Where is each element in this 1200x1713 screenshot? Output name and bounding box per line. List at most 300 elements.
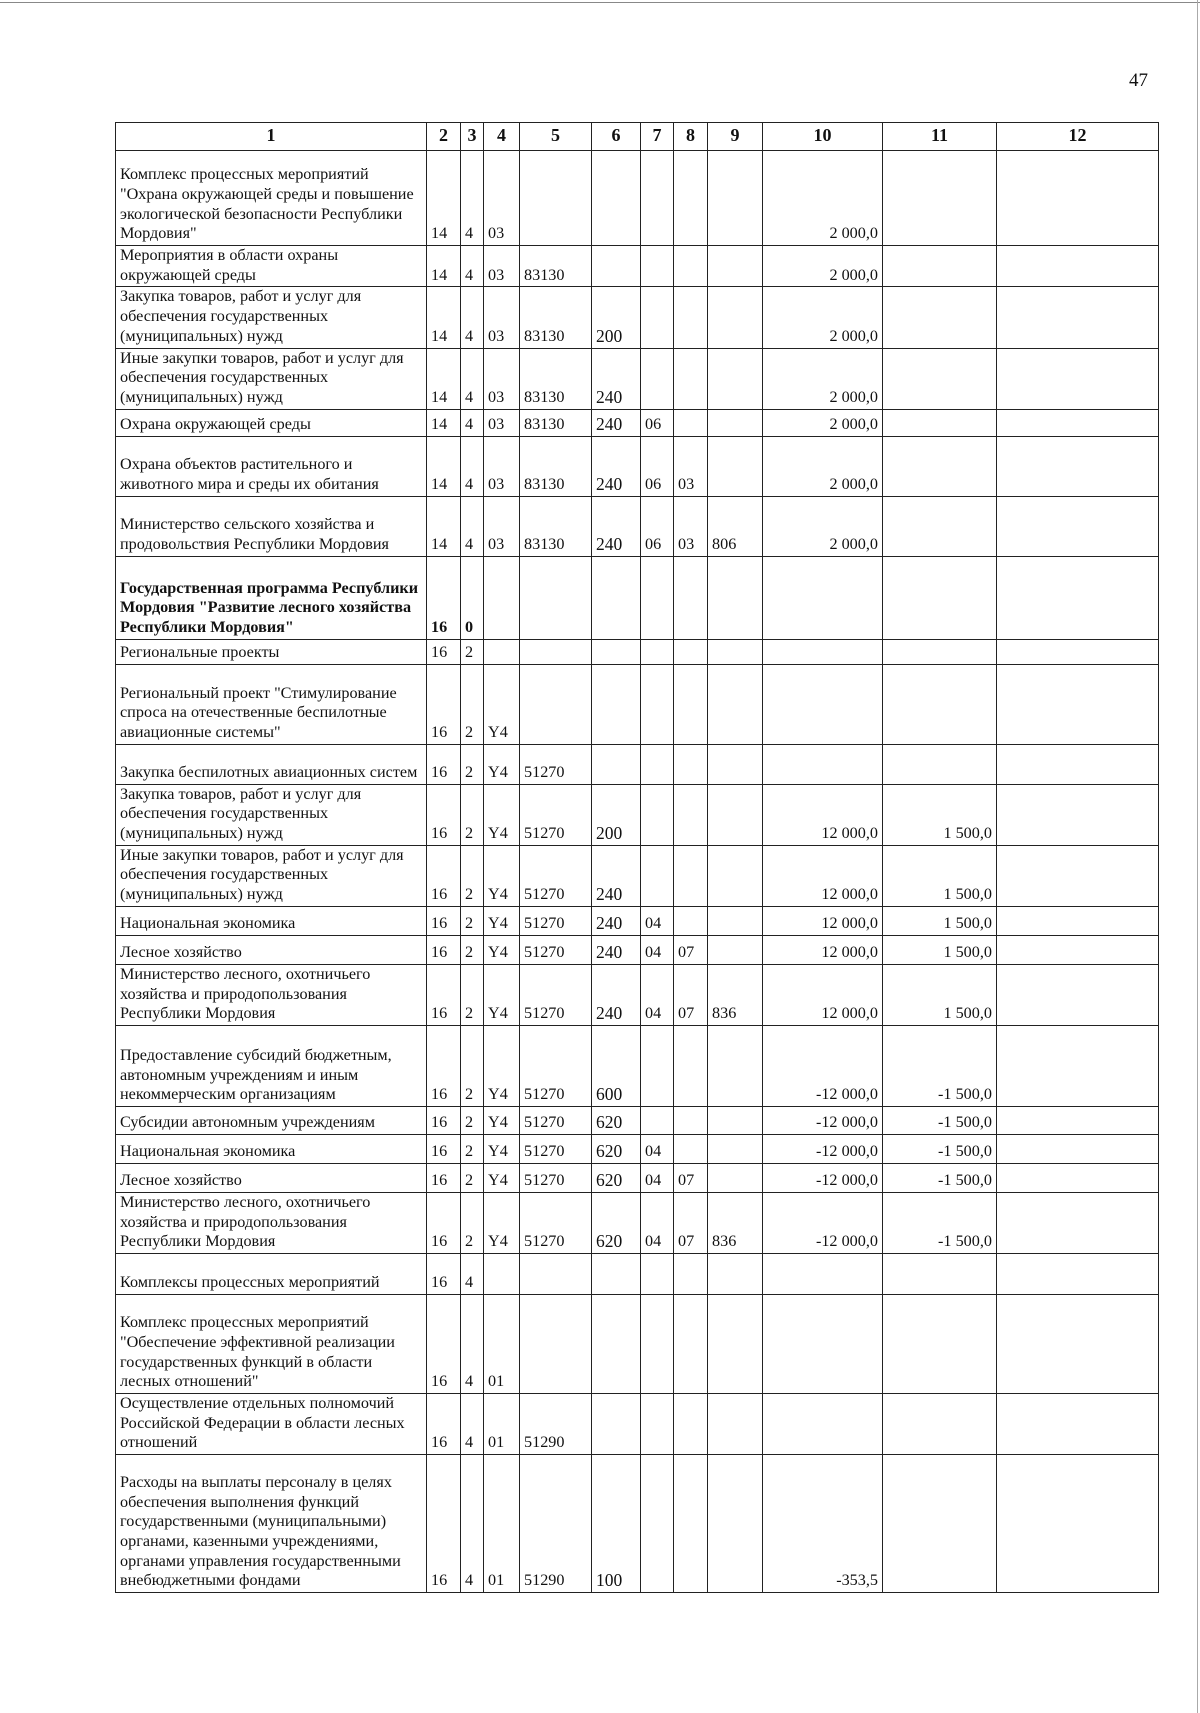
- cell-department: [708, 1394, 763, 1455]
- cell-section-code: 14: [427, 246, 461, 287]
- cell-department: [708, 1134, 763, 1163]
- cell-expense-type: [592, 664, 641, 744]
- cell-subsection: [674, 556, 708, 639]
- cell-department: [708, 639, 763, 664]
- cell-subprogram-code: Y4: [484, 906, 520, 935]
- cell-chapter: 04: [641, 1192, 674, 1253]
- table-row: [116, 436, 1159, 496]
- cell-amount-col-12: [997, 935, 1159, 964]
- cell-amount-col-12: [997, 664, 1159, 744]
- cell-amount-col-11: [883, 287, 997, 348]
- cell-subsection: 03: [674, 436, 708, 496]
- cell-department: [708, 1163, 763, 1192]
- cell-amount-col-12: [997, 906, 1159, 935]
- cell-amount-col-12: [997, 964, 1159, 1025]
- cell-amount-col-11: -1 500,0: [883, 1163, 997, 1192]
- cell-chapter: [641, 1106, 674, 1134]
- table-row: [116, 1394, 1159, 1455]
- table-row: [116, 1163, 1159, 1192]
- cell-expense-type: 620: [592, 1134, 641, 1163]
- cell-subprogram-code: Y4: [484, 664, 520, 744]
- cell-amount-col-10: 2 000,0: [763, 287, 883, 348]
- cell-amount-col-10: -12 000,0: [763, 1192, 883, 1253]
- cell-amount-col-12: [997, 496, 1159, 556]
- table-row: [116, 845, 1159, 906]
- cell-amount-col-10: [763, 1254, 883, 1295]
- cell-department: [708, 1025, 763, 1106]
- cell-subprogram-code: 03: [484, 409, 520, 436]
- cell-name: Мероприятия в области охраны окружающей среды: [116, 246, 427, 287]
- cell-section-code: 16: [427, 639, 461, 664]
- cell-target-code: 83130: [520, 246, 592, 287]
- cell-expense-type: 240: [592, 845, 641, 906]
- cell-chapter: [641, 151, 674, 246]
- cell-department: [708, 436, 763, 496]
- cell-amount-col-10: [763, 1295, 883, 1394]
- cell-expense-type: 620: [592, 1106, 641, 1134]
- cell-subsection: [674, 639, 708, 664]
- cell-amount-col-11: [883, 496, 997, 556]
- cell-subprogram-code: Y4: [484, 845, 520, 906]
- cell-name: Министерство лесного, охотничьего хозяйства и природопользования Республики Мордовия: [116, 1192, 427, 1253]
- cell-amount-col-10: [763, 639, 883, 664]
- cell-amount-col-11: 1 500,0: [883, 784, 997, 845]
- cell-amount-col-11: [883, 1394, 997, 1455]
- cell-subsection: 07: [674, 935, 708, 964]
- header-col-1: 1: [116, 123, 427, 151]
- cell-chapter: 04: [641, 1134, 674, 1163]
- cell-subsection: [674, 287, 708, 348]
- cell-department: [708, 151, 763, 246]
- cell-chapter: [641, 246, 674, 287]
- table-row: [116, 1455, 1159, 1593]
- cell-amount-col-11: -1 500,0: [883, 1192, 997, 1253]
- cell-name: Осуществление отдельных полномочий Российской Федерации в области лесных отношений: [116, 1394, 427, 1455]
- table-row: [116, 1025, 1159, 1106]
- cell-program-code: 2: [461, 845, 484, 906]
- table-row: [116, 1254, 1159, 1295]
- cell-subprogram-code: 01: [484, 1295, 520, 1394]
- header-col-2: 2: [427, 123, 461, 151]
- cell-amount-col-12: [997, 639, 1159, 664]
- cell-section-code: 16: [427, 1394, 461, 1455]
- cell-target-code: 51270: [520, 935, 592, 964]
- cell-subsection: [674, 151, 708, 246]
- cell-amount-col-11: -1 500,0: [883, 1134, 997, 1163]
- table-row: [116, 151, 1159, 246]
- cell-target-code: 51270: [520, 964, 592, 1025]
- header-row: [116, 123, 1159, 151]
- cell-amount-col-11: [883, 664, 997, 744]
- cell-subsection: [674, 1394, 708, 1455]
- cell-amount-col-12: [997, 1025, 1159, 1106]
- cell-expense-type: [592, 556, 641, 639]
- cell-amount-col-11: [883, 409, 997, 436]
- cell-amount-col-12: [997, 845, 1159, 906]
- cell-subprogram-code: 01: [484, 1455, 520, 1593]
- cell-subsection: 07: [674, 1163, 708, 1192]
- table-body: [116, 151, 1159, 1593]
- cell-target-code: 51290: [520, 1394, 592, 1455]
- cell-amount-col-12: [997, 1106, 1159, 1134]
- cell-subsection: [674, 1106, 708, 1134]
- cell-subprogram-code: [484, 556, 520, 639]
- cell-section-code: 16: [427, 1163, 461, 1192]
- cell-chapter: [641, 287, 674, 348]
- table-row: [116, 409, 1159, 436]
- cell-chapter: [641, 556, 674, 639]
- cell-expense-type: [592, 151, 641, 246]
- cell-subprogram-code: 03: [484, 496, 520, 556]
- cell-amount-col-12: [997, 1295, 1159, 1394]
- cell-section-code: 16: [427, 784, 461, 845]
- cell-amount-col-12: [997, 409, 1159, 436]
- cell-chapter: [641, 1455, 674, 1593]
- cell-subsection: [674, 744, 708, 784]
- cell-amount-col-11: [883, 246, 997, 287]
- cell-section-code: 16: [427, 1106, 461, 1134]
- cell-department: 836: [708, 964, 763, 1025]
- table-row: [116, 906, 1159, 935]
- cell-amount-col-10: 12 000,0: [763, 784, 883, 845]
- cell-section-code: 14: [427, 496, 461, 556]
- budget-table-container: [115, 122, 1158, 1593]
- cell-amount-col-11: [883, 151, 997, 246]
- cell-program-code: 2: [461, 1192, 484, 1253]
- cell-target-code: 51270: [520, 1134, 592, 1163]
- cell-amount-col-11: [883, 1254, 997, 1295]
- cell-program-code: 4: [461, 496, 484, 556]
- cell-target-code: 51270: [520, 906, 592, 935]
- cell-name: Расходы на выплаты персоналу в целях обеспечения выполнения функций государственными (муниципальными) органами, казенными учреждениями, органами управления государственными внебюджетными фондами: [116, 1455, 427, 1593]
- cell-name: Министерство сельского хозяйства и продовольствия Республики Мордовия: [116, 496, 427, 556]
- cell-program-code: 4: [461, 246, 484, 287]
- cell-department: [708, 246, 763, 287]
- table-row: [116, 964, 1159, 1025]
- cell-chapter: [641, 1025, 674, 1106]
- table-row: [116, 348, 1159, 409]
- cell-section-code: 14: [427, 436, 461, 496]
- cell-amount-col-12: [997, 246, 1159, 287]
- cell-name: Иные закупки товаров, работ и услуг для обеспечения государственных (муниципальных) нужд: [116, 348, 427, 409]
- cell-name: Закупка беспилотных авиационных систем: [116, 744, 427, 784]
- cell-expense-type: 240: [592, 348, 641, 409]
- cell-department: [708, 906, 763, 935]
- cell-program-code: 2: [461, 1025, 484, 1106]
- cell-target-code: 51290: [520, 1455, 592, 1593]
- cell-amount-col-11: 1 500,0: [883, 935, 997, 964]
- cell-department: [708, 664, 763, 744]
- cell-amount-col-11: 1 500,0: [883, 906, 997, 935]
- cell-amount-col-12: [997, 556, 1159, 639]
- scan-edge-right: [1197, 0, 1198, 1713]
- cell-amount-col-12: [997, 1163, 1159, 1192]
- cell-amount-col-12: [997, 1394, 1159, 1455]
- cell-chapter: 04: [641, 964, 674, 1025]
- cell-subprogram-code: Y4: [484, 744, 520, 784]
- cell-amount-col-10: -12 000,0: [763, 1163, 883, 1192]
- cell-name: Лесное хозяйство: [116, 1163, 427, 1192]
- cell-name: Региональные проекты: [116, 639, 427, 664]
- cell-expense-type: [592, 1295, 641, 1394]
- cell-subprogram-code: [484, 639, 520, 664]
- cell-expense-type: 200: [592, 287, 641, 348]
- cell-department: [708, 348, 763, 409]
- cell-subsection: [674, 348, 708, 409]
- cell-amount-col-10: 12 000,0: [763, 935, 883, 964]
- scan-edge-top: [0, 2, 1200, 3]
- cell-department: [708, 935, 763, 964]
- cell-amount-col-10: -12 000,0: [763, 1106, 883, 1134]
- cell-amount-col-11: 1 500,0: [883, 845, 997, 906]
- cell-subprogram-code: 01: [484, 1394, 520, 1455]
- cell-amount-col-10: 2 000,0: [763, 348, 883, 409]
- cell-amount-col-10: [763, 556, 883, 639]
- cell-expense-type: [592, 246, 641, 287]
- cell-amount-col-12: [997, 1455, 1159, 1593]
- cell-program-code: 2: [461, 935, 484, 964]
- cell-subsection: [674, 664, 708, 744]
- cell-program-code: 4: [461, 287, 484, 348]
- cell-name: Субсидии автономным учреждениям: [116, 1106, 427, 1134]
- cell-department: [708, 287, 763, 348]
- cell-amount-col-10: 12 000,0: [763, 964, 883, 1025]
- cell-name: Комплексы процессных мероприятий: [116, 1254, 427, 1295]
- cell-amount-col-12: [997, 287, 1159, 348]
- cell-subprogram-code: [484, 1254, 520, 1295]
- cell-amount-col-10: -12 000,0: [763, 1134, 883, 1163]
- cell-expense-type: 240: [592, 409, 641, 436]
- cell-amount-col-11: [883, 436, 997, 496]
- cell-chapter: 04: [641, 906, 674, 935]
- cell-section-code: 16: [427, 1295, 461, 1394]
- cell-department: 806: [708, 496, 763, 556]
- budget-table: [115, 122, 1159, 1593]
- cell-target-code: 51270: [520, 845, 592, 906]
- cell-expense-type: 240: [592, 906, 641, 935]
- cell-subsection: [674, 784, 708, 845]
- cell-amount-col-11: [883, 348, 997, 409]
- cell-program-code: 2: [461, 964, 484, 1025]
- cell-subsection: [674, 1295, 708, 1394]
- cell-program-code: 2: [461, 784, 484, 845]
- cell-section-code: 16: [427, 935, 461, 964]
- cell-target-code: 83130: [520, 287, 592, 348]
- cell-department: [708, 784, 763, 845]
- cell-subprogram-code: 03: [484, 348, 520, 409]
- cell-name: Предоставление субсидий бюджетным, автономным учреждениям и иным некоммерческим организациям: [116, 1025, 427, 1106]
- cell-target-code: [520, 1254, 592, 1295]
- cell-program-code: 4: [461, 348, 484, 409]
- cell-name: Закупка товаров, работ и услуг для обеспечения государственных (муниципальных) нужд: [116, 784, 427, 845]
- cell-amount-col-11: [883, 556, 997, 639]
- cell-expense-type: 620: [592, 1163, 641, 1192]
- cell-section-code: 16: [427, 964, 461, 1025]
- cell-section-code: 16: [427, 1192, 461, 1253]
- cell-expense-type: 240: [592, 496, 641, 556]
- cell-subsection: [674, 409, 708, 436]
- cell-name: Комплекс процессных мероприятий "Обеспечение эффективной реализации государственных функций в области лесных отношений": [116, 1295, 427, 1394]
- table-row: [116, 246, 1159, 287]
- cell-expense-type: [592, 1254, 641, 1295]
- cell-program-code: 4: [461, 409, 484, 436]
- cell-department: [708, 556, 763, 639]
- cell-section-code: 16: [427, 556, 461, 639]
- cell-program-code: 4: [461, 1254, 484, 1295]
- cell-expense-type: 600: [592, 1025, 641, 1106]
- cell-amount-col-10: [763, 744, 883, 784]
- cell-amount-col-10: -12 000,0: [763, 1025, 883, 1106]
- cell-name: Закупка товаров, работ и услуг для обеспечения государственных (муниципальных) нужд: [116, 287, 427, 348]
- cell-section-code: 16: [427, 906, 461, 935]
- cell-chapter: 04: [641, 1163, 674, 1192]
- cell-chapter: 06: [641, 409, 674, 436]
- cell-chapter: [641, 845, 674, 906]
- cell-target-code: 51270: [520, 1025, 592, 1106]
- cell-amount-col-10: 12 000,0: [763, 845, 883, 906]
- cell-chapter: [641, 1295, 674, 1394]
- cell-target-code: [520, 664, 592, 744]
- header-col-6: 6: [592, 123, 641, 151]
- cell-section-code: 16: [427, 664, 461, 744]
- cell-subprogram-code: 03: [484, 287, 520, 348]
- cell-target-code: 51270: [520, 744, 592, 784]
- cell-subprogram-code: Y4: [484, 1025, 520, 1106]
- cell-amount-col-10: -353,5: [763, 1455, 883, 1593]
- cell-amount-col-11: -1 500,0: [883, 1025, 997, 1106]
- cell-chapter: [641, 1394, 674, 1455]
- cell-department: [708, 744, 763, 784]
- cell-expense-type: 240: [592, 436, 641, 496]
- cell-amount-col-12: [997, 436, 1159, 496]
- header-col-12: 12: [997, 123, 1159, 151]
- table-row: [116, 1106, 1159, 1134]
- header-col-5: 5: [520, 123, 592, 151]
- header-col-10: 10: [763, 123, 883, 151]
- cell-subsection: [674, 1254, 708, 1295]
- cell-target-code: 83130: [520, 409, 592, 436]
- cell-program-code: 4: [461, 436, 484, 496]
- table-row: [116, 287, 1159, 348]
- table-row: [116, 664, 1159, 744]
- cell-expense-type: 200: [592, 784, 641, 845]
- cell-expense-type: [592, 1394, 641, 1455]
- cell-section-code: 14: [427, 409, 461, 436]
- cell-program-code: 4: [461, 1394, 484, 1455]
- table-row: [116, 496, 1159, 556]
- cell-chapter: [641, 639, 674, 664]
- cell-expense-type: 240: [592, 935, 641, 964]
- cell-amount-col-12: [997, 1254, 1159, 1295]
- cell-amount-col-10: 2 000,0: [763, 246, 883, 287]
- cell-amount-col-10: 2 000,0: [763, 151, 883, 246]
- cell-amount-col-10: 2 000,0: [763, 436, 883, 496]
- cell-amount-col-11: [883, 1295, 997, 1394]
- cell-name: Комплекс процессных мероприятий "Охрана окружающей среды и повышение экологической безопасности Республики Мордовия": [116, 151, 427, 246]
- cell-name: Охрана объектов растительного и животного мира и среды их обитания: [116, 436, 427, 496]
- header-col-3: 3: [461, 123, 484, 151]
- table-row: [116, 744, 1159, 784]
- table-row: [116, 1295, 1159, 1394]
- header-col-8: 8: [674, 123, 708, 151]
- cell-amount-col-11: 1 500,0: [883, 964, 997, 1025]
- cell-amount-col-11: -1 500,0: [883, 1106, 997, 1134]
- cell-amount-col-11: [883, 639, 997, 664]
- cell-expense-type: [592, 639, 641, 664]
- cell-program-code: 4: [461, 1295, 484, 1394]
- cell-program-code: 2: [461, 1106, 484, 1134]
- cell-amount-col-10: 2 000,0: [763, 409, 883, 436]
- cell-section-code: 16: [427, 845, 461, 906]
- cell-target-code: 83130: [520, 436, 592, 496]
- cell-name: Иные закупки товаров, работ и услуг для обеспечения государственных (муниципальных) нужд: [116, 845, 427, 906]
- cell-program-code: 2: [461, 906, 484, 935]
- cell-section-code: 14: [427, 151, 461, 246]
- cell-program-code: 0: [461, 556, 484, 639]
- cell-name: Национальная экономика: [116, 906, 427, 935]
- cell-amount-col-12: [997, 1134, 1159, 1163]
- cell-section-code: 16: [427, 1455, 461, 1593]
- cell-amount-col-12: [997, 348, 1159, 409]
- cell-amount-col-11: [883, 744, 997, 784]
- cell-subsection: 03: [674, 496, 708, 556]
- table-row: [116, 1134, 1159, 1163]
- cell-department: 836: [708, 1192, 763, 1253]
- cell-amount-col-12: [997, 744, 1159, 784]
- header-col-11: 11: [883, 123, 997, 151]
- cell-amount-col-12: [997, 784, 1159, 845]
- cell-subprogram-code: Y4: [484, 935, 520, 964]
- cell-target-code: [520, 639, 592, 664]
- cell-chapter: 06: [641, 496, 674, 556]
- cell-subprogram-code: Y4: [484, 1106, 520, 1134]
- cell-amount-col-10: [763, 1394, 883, 1455]
- cell-subprogram-code: 03: [484, 246, 520, 287]
- cell-program-code: 2: [461, 639, 484, 664]
- cell-chapter: 04: [641, 935, 674, 964]
- cell-subsection: [674, 246, 708, 287]
- cell-amount-col-10: 12 000,0: [763, 906, 883, 935]
- cell-subprogram-code: Y4: [484, 964, 520, 1025]
- cell-subprogram-code: Y4: [484, 1163, 520, 1192]
- cell-subsection: [674, 1134, 708, 1163]
- cell-section-code: 16: [427, 1254, 461, 1295]
- header-col-7: 7: [641, 123, 674, 151]
- cell-subsection: [674, 906, 708, 935]
- cell-amount-col-10: [763, 664, 883, 744]
- cell-chapter: 06: [641, 436, 674, 496]
- cell-name: Лесное хозяйство: [116, 935, 427, 964]
- table-row: [116, 639, 1159, 664]
- cell-name: Министерство лесного, охотничьего хозяйства и природопользования Республики Мордовия: [116, 964, 427, 1025]
- cell-subprogram-code: 03: [484, 151, 520, 246]
- cell-expense-type: 620: [592, 1192, 641, 1253]
- cell-department: [708, 409, 763, 436]
- cell-target-code: 51270: [520, 1163, 592, 1192]
- cell-target-code: 83130: [520, 496, 592, 556]
- cell-expense-type: 100: [592, 1455, 641, 1593]
- cell-subprogram-code: Y4: [484, 1192, 520, 1253]
- cell-amount-col-10: 2 000,0: [763, 496, 883, 556]
- cell-subsection: [674, 1025, 708, 1106]
- cell-subsection: [674, 1455, 708, 1593]
- cell-program-code: 2: [461, 1134, 484, 1163]
- cell-target-code: 51270: [520, 1192, 592, 1253]
- cell-chapter: [641, 1254, 674, 1295]
- cell-department: [708, 845, 763, 906]
- cell-department: [708, 1295, 763, 1394]
- cell-subprogram-code: Y4: [484, 1134, 520, 1163]
